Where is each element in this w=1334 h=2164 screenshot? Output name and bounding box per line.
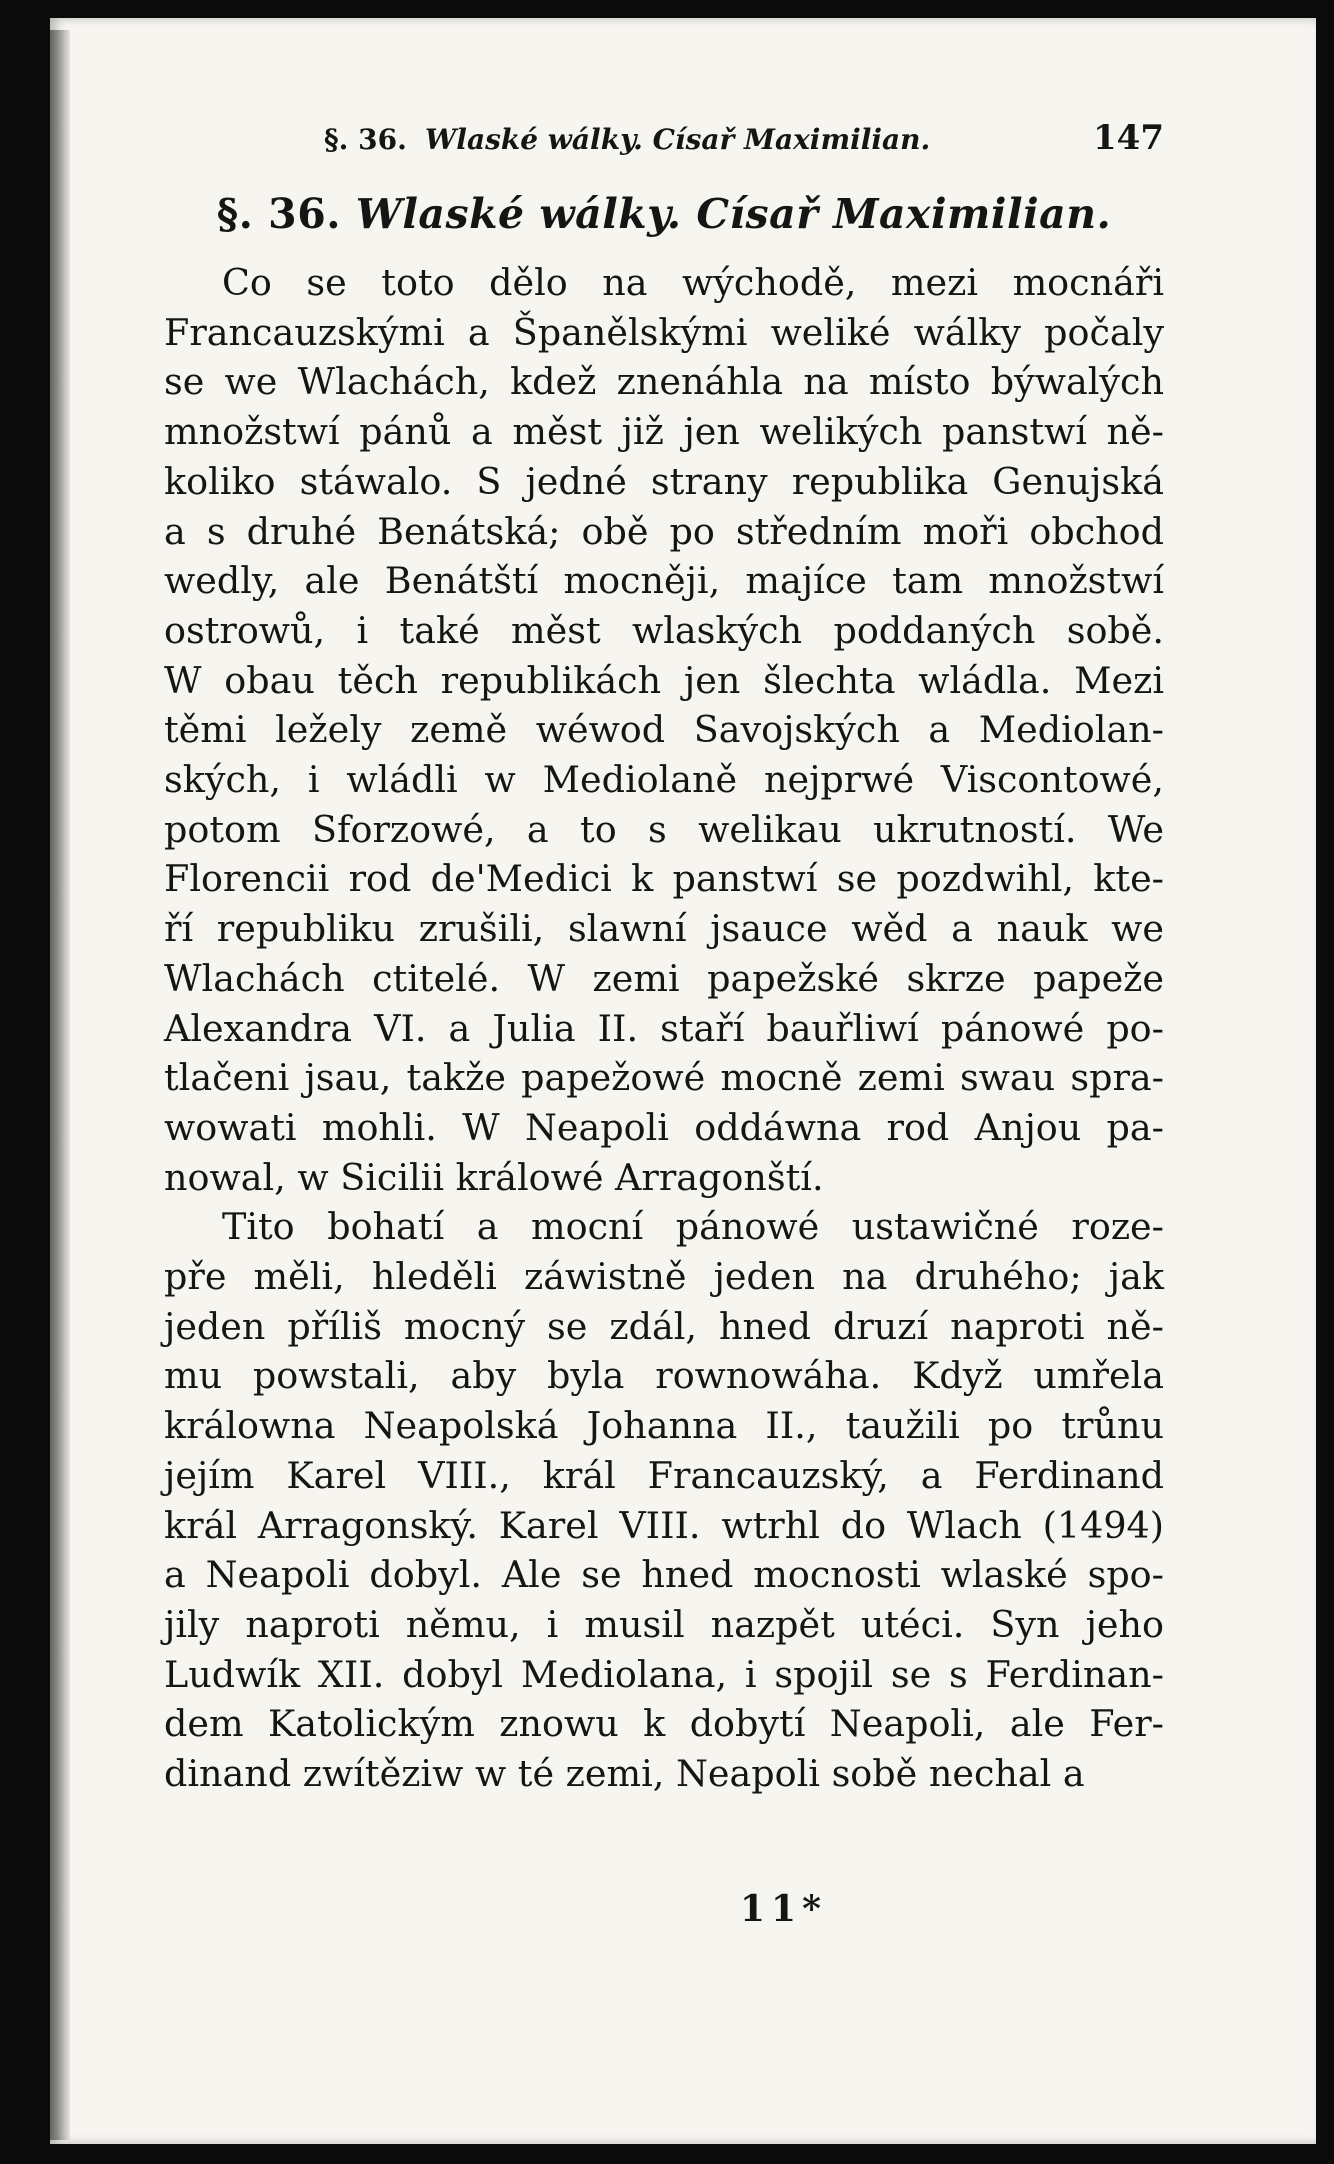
page-text-area [164, 118, 1164, 1799]
text-line: a s druhé Benátská; obě po středním moři obchod [164, 509, 1164, 553]
signature-mark: 11* [740, 1888, 827, 1930]
text-line: množstwí pánů a měst již jen welikých panstwí ně- [164, 410, 1164, 454]
section-heading [164, 190, 1164, 238]
text-line: Wlachách ctitelé. W zemi papežské skrze papeže [164, 956, 1164, 1000]
text-line: jeden příliš mocný se zdál, hned druzí naproti ně- [164, 1304, 1164, 1348]
text-line: jily naproti němu, i musil nazpět utéci. Syn jeho [164, 1602, 1164, 1646]
paragraph-2 [164, 1202, 1164, 1798]
text-line: se we Wlachách, kdež znenáhla na místo býwalých [164, 360, 1164, 404]
text-line: koliko stáwalo. S jedné strany republika Genujská [164, 459, 1164, 503]
text-line: mu powstali, aby byla rownowáha. Když umřela [164, 1354, 1164, 1398]
text-line: wedly, ale Benátští mocněji, majíce tam množstwí [164, 559, 1164, 603]
section-heading-number: §. 36. [216, 190, 342, 238]
text-line: Co se toto dělo na wýchodě, mezi mocnáři [222, 261, 1164, 304]
text-line: těmi ležely země wéwod Savojských a Mediolan- [164, 708, 1164, 752]
text-line: Florencii rod de'Medici k panstwí se pozdwihl, kte- [164, 857, 1164, 901]
text-line: dem Katolickým znowu k dobytí Neapoli, ale Fer- [164, 1702, 1164, 1746]
text-line: pře měli, hleděli záwistně jeden na druhého; jak [164, 1255, 1164, 1299]
text-line: Tito bohatí a mocní pánowé ustawičné roze- [222, 1205, 1164, 1249]
text-line: a Neapoli dobyl. Ale se hned mocnosti wlaské spo- [164, 1553, 1164, 1597]
text-line: jejím Karel VIII., král Francauzský, a Ferdinand [164, 1453, 1164, 1497]
text-line: nowal, w Sicilii králowé Arragonští. [164, 1155, 824, 1199]
text-line: Alexandra VI. a Julia II. staří bauřliwí pánowé po- [164, 1006, 1164, 1050]
running-head-left [324, 123, 930, 156]
running-head [164, 118, 1164, 168]
page-number: 147 [1093, 118, 1164, 158]
running-head-section: §. 36. [324, 123, 407, 156]
paragraph-1 [164, 258, 1164, 1202]
section-heading-title: Wlaské wálky. Císař Maximilian. [355, 190, 1112, 238]
text-line: tlačeni jsau, takže papežowé mocně zemi swau spra- [164, 1056, 1164, 1100]
running-head-title: Wlaské wálky. Císař Maximilian. [424, 123, 931, 156]
text-line: králowna Neapolská Johanna II., taužili po trůnu [164, 1404, 1164, 1448]
text-line: Ludwík XII. dobyl Mediolana, i spojil se s Ferdinan- [164, 1652, 1164, 1696]
text-line: W obau těch republikách jen šlechta wládla. Mezi [164, 658, 1164, 702]
text-line: Francauzskými a Španělskými weliké wálky počaly [164, 310, 1164, 354]
text-line: ří republiku zrušili, slawní jsauce wěd a nauk we [164, 907, 1164, 951]
text-line: potom Sforzowé, a to s welikau ukrutností. We [164, 807, 1164, 851]
text-line: dinand zwítěziw w té zemi, Neapoli sobě nechal a [164, 1752, 1085, 1796]
text-line: král Arragonský. Karel VIII. wtrhl do Wlach (1494) [164, 1503, 1164, 1547]
page-spine-shadow [50, 30, 70, 2140]
text-line: wowati mohli. W Neapoli oddáwna rod Anjou pa- [164, 1105, 1164, 1149]
text-line: ských, i wládli w Mediolaně nejprwé Viscontowé, [164, 758, 1164, 802]
text-line: ostrowů, i také měst wlaských poddaných sobě. [164, 608, 1164, 652]
